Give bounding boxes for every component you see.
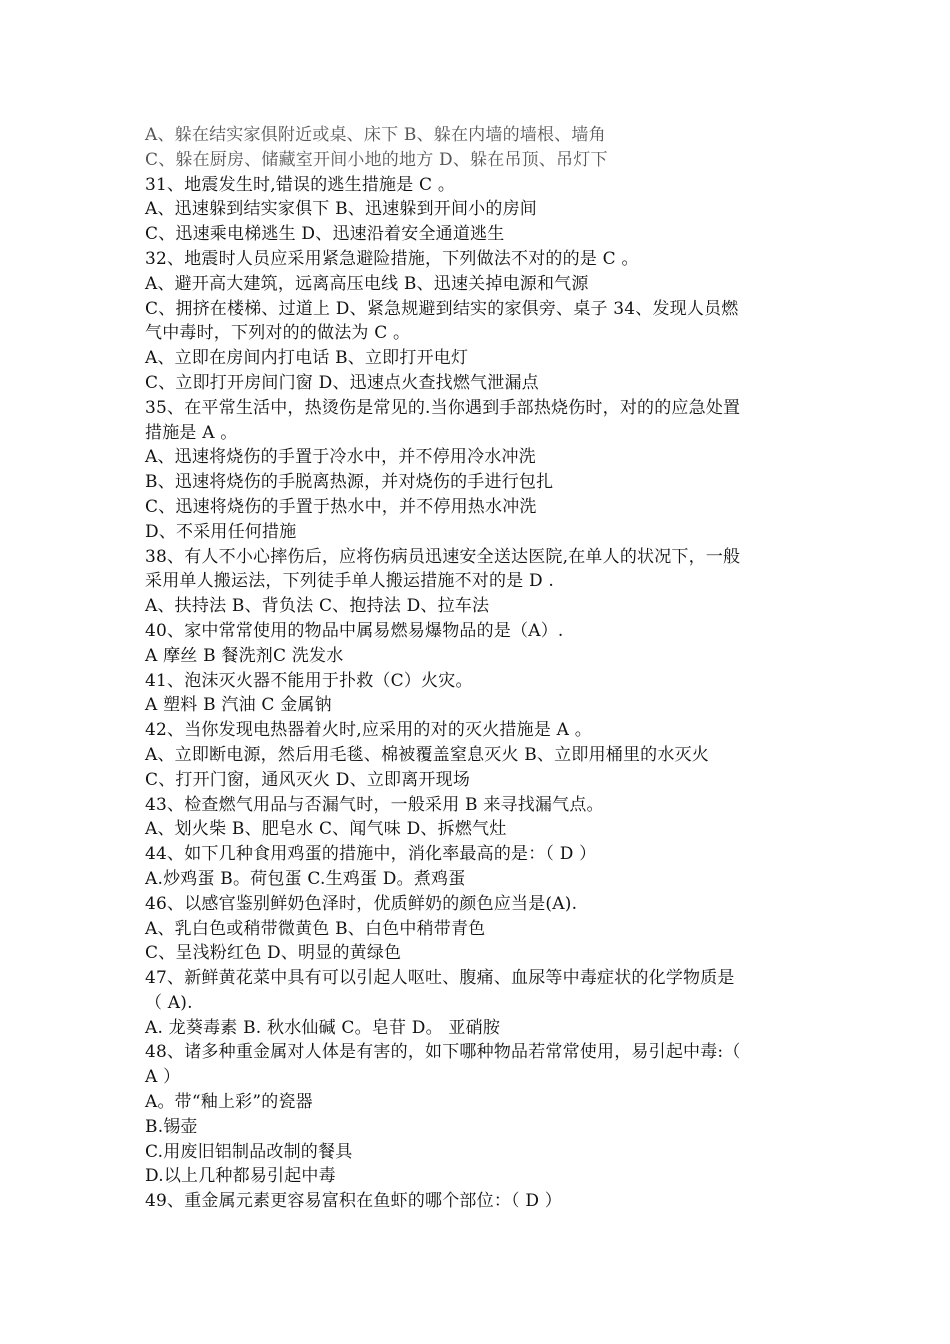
text-line: 措施是 A 。: [145, 422, 238, 443]
text-line: D.以上几种都易引起中毒: [145, 1166, 336, 1187]
text-line: 48、诸多种重金属对人体是有害的，如下哪种物品若常常使用，易引起中毒:（: [145, 1042, 741, 1063]
text-line: A. 龙葵毒素 B. 秋水仙碱 C。皂苷 D。 亚硝胺: [145, 1017, 501, 1038]
text-line: 42、当你发现电热器着火时,应采用的对的灭火措施是 A 。: [145, 720, 592, 741]
text-line: A、避开高大建筑，远离高压电线 B、迅速关掉电源和气源: [145, 273, 589, 294]
text-line: 47、新鲜黄花菜中具有可以引起人呕吐、腹痛、血尿等中毒症状的化学物质是: [145, 968, 735, 989]
text-line: A、立即在房间内打电话 B、立即打开电灯: [145, 348, 469, 369]
text-line: A、乳白色或稍带微黄色 B、白色中稍带青色: [145, 918, 486, 939]
text-line: 41、泡沫灭火器不能用于扑救（C）火灾。: [145, 670, 473, 691]
text-line: A、迅速躲到结实家俱下 B、迅速躲到开间小的房间: [145, 199, 537, 220]
text-line: 32、地震时人员应采用紧急避险措施，下列做法不对的的是 C 。: [145, 248, 639, 269]
text-line: 气中毒时，下列对的的做法为 C 。: [145, 323, 411, 344]
text-line: C、拥挤在楼梯、过道上 D、紧急规避到结实的家俱旁、桌子 34、发现人员燃: [145, 298, 739, 319]
text-line: C、呈浅粉红色 D、明显的黄绿色: [145, 943, 402, 964]
text-line: B、迅速将烧伤的手脱离热源，并对烧伤的手进行包扎: [145, 472, 554, 493]
text-line: （ A).: [145, 992, 193, 1013]
text-line: C、打开门窗，通风灭火 D、立即离开现场: [145, 769, 471, 790]
text-line: 采用单人搬运法，下列徒手单人搬运措施不对的是 D .: [145, 571, 555, 592]
text-line: 46、以感官鉴别鲜奶色泽时，优质鲜奶的颜色应当是(A).: [145, 893, 578, 914]
text-line: A、扶持法 B、背负法 C、抱持法 D、拉车法: [145, 596, 490, 617]
text-line: 43、检查燃气用品与否漏气时，一般采用 B 来寻找漏气点。: [145, 794, 604, 815]
text-line: A ）: [145, 1067, 181, 1088]
text-line: 40、家中常常使用的物品中属易燃易爆物品的是（A）.: [145, 620, 564, 641]
text-line: D、不采用任何措施: [145, 521, 297, 542]
text-line: C、迅速将烧伤的手置于热水中，并不停用热水冲洗: [145, 496, 537, 517]
text-line: B.锡壶: [145, 1116, 198, 1137]
text-line: C、躲在厨房、储藏室开间小地的地方 D、躲在吊顶、吊灯下: [145, 149, 608, 170]
text-line: A。带“釉上彩”的瓷器: [145, 1092, 313, 1113]
text-line: C、立即打开房间门窗 D、迅速点火查找燃气泄漏点: [145, 372, 539, 393]
text-line: C.用废旧铝制品改制的餐具: [145, 1141, 353, 1162]
text-line: A、迅速将烧伤的手置于冷水中，并不停用冷水冲洗: [145, 447, 536, 468]
document-page: [145, 123, 825, 1214]
text-line: 44、如下几种食用鸡蛋的措施中，消化率最高的是：（ D ）: [145, 844, 597, 865]
text-line: A.炒鸡蛋 B。荷包蛋 C.生鸡蛋 D。煮鸡蛋: [145, 868, 466, 889]
text-line: A 摩丝 B 餐洗剂C 洗发水: [145, 645, 344, 666]
text-line: 49、重金属元素更容易富积在鱼虾的哪个部位：（ D ）: [145, 1191, 562, 1212]
text-line: 38、有人不小心摔伤后，应将伤病员迅速安全送达医院,在单人的状况下，一般: [145, 546, 741, 567]
text-line: A、立即断电源，然后用毛毯、棉被覆盖窒息灭火 B、立即用桶里的水灭火: [145, 744, 709, 765]
text-line: A、划火柴 B、肥皂水 C、闻气味 D、拆燃气灶: [145, 819, 507, 840]
text-line: A 塑料 B 汽油 C 金属钠: [145, 695, 332, 716]
text-line: 35、在平常生活中，热烫伤是常见的.当你遇到手部热烧伤时，对的的应急处置: [145, 397, 741, 418]
text-line: A、躲在结实家俱附近或桌、床下 B、躲在内墙的墙根、墙角: [145, 125, 606, 145]
text-line: 31、地震发生时,错误的逃生措施是 C 。: [145, 174, 456, 195]
text-line: C、迅速乘电梯逃生 D、迅速沿着安全通道逃生: [145, 224, 505, 245]
